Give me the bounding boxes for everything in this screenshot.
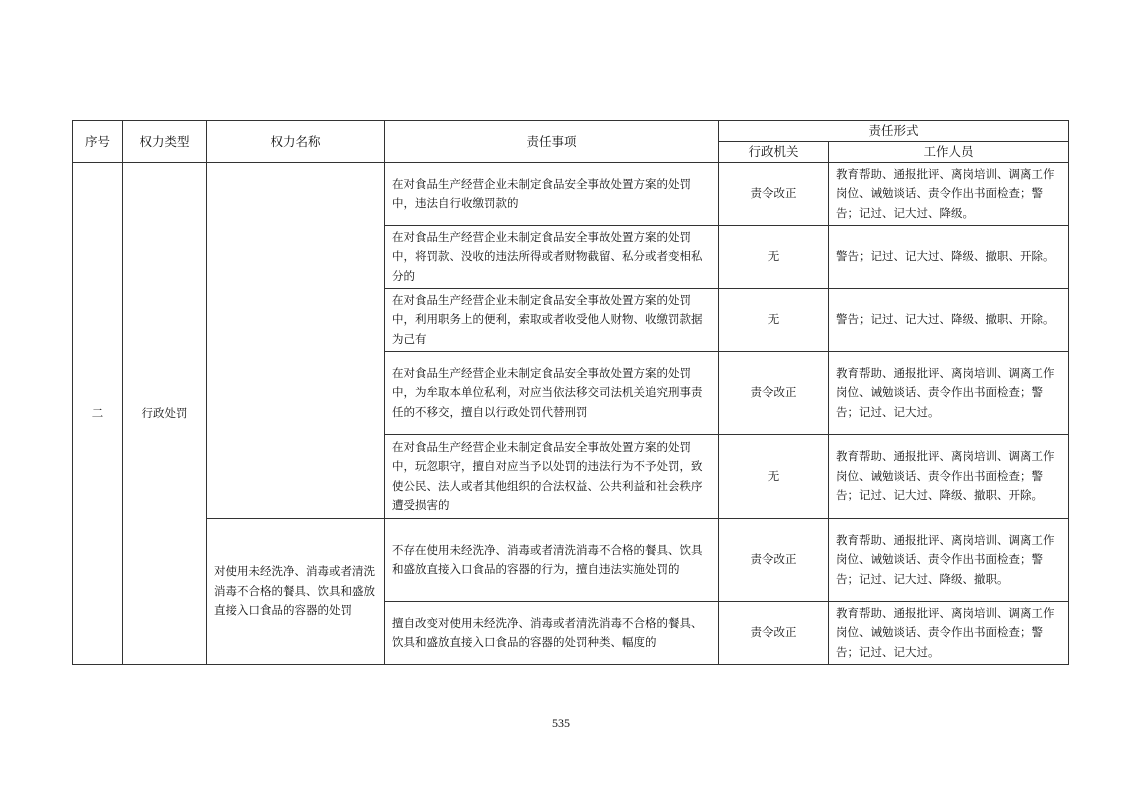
cell-staff: 警告；记过、记大过、降级、撤职、开除。 [829, 226, 1069, 289]
cell-staff: 教育帮助、通报批评、离岗培训、调离工作岗位、诫勉谈话、责令作出书面检查；警告；记过、记大过。 [829, 602, 1069, 665]
cell-staff: 警告；记过、记大过、降级、撤职、开除。 [829, 289, 1069, 352]
header-admin-org: 行政机关 [719, 142, 829, 163]
cell-staff: 教育帮助、通报批评、离岗培训、调离工作岗位、诫勉谈话、责令作出书面检查；警告；记过、记大过、降级、撤职、开除。 [829, 435, 1069, 519]
cell-power-name: 对使用未经洗净、消毒或者清洗消毒不合格的餐具、饮具和盛放直接入口食品的容器的处罚 [207, 519, 385, 665]
page-number: 535 [552, 716, 570, 730]
cell-item: 在对食品生产经营企业未制定食品安全事故处置方案的处罚中，为牟取本单位私利，对应当依法移交司法机关追究刑事责任的不移交，擅自以行政处罚代替刑罚 [385, 352, 719, 435]
cell-staff: 教育帮助、通报批评、离岗培训、调离工作岗位、诫勉谈话、责令作出书面检查；警告；记过、记大过、降级、撤职。 [829, 519, 1069, 602]
cell-item: 在对食品生产经营企业未制定食品安全事故处置方案的处罚中，玩忽职守，擅自对应当予以处罚的违法行为不予处罚，致使公民、法人或者其他组织的合法权益、公共利益和社会秩序遭受损害的 [385, 435, 719, 519]
cell-staff: 教育帮助、通报批评、离岗培训、调离工作岗位、诫勉谈话、责令作出书面检查；警告；记过、记大过。 [829, 352, 1069, 435]
header-staff: 工作人员 [829, 142, 1069, 163]
cell-admin: 无 [719, 289, 829, 352]
header-responsibility: 责任事项 [385, 121, 719, 163]
table-row [73, 163, 1069, 226]
cell-item: 在对食品生产经营企业未制定食品安全事故处置方案的处罚中，将罚款、没收的违法所得或者财物截留、私分或者变相私分的 [385, 226, 719, 289]
cell-admin: 无 [719, 226, 829, 289]
cell-admin: 无 [719, 435, 829, 519]
cell-admin: 责令改正 [719, 352, 829, 435]
responsibility-table [72, 120, 1069, 665]
cell-power-type: 行政处罚 [123, 163, 207, 665]
cell-admin: 责令改正 [719, 519, 829, 602]
cell-item: 擅自改变对使用未经洗净、消毒或者清洗消毒不合格的餐具、饮具和盛放直接入口食品的容器的处罚种类、幅度的 [385, 602, 719, 665]
header-power-type: 权力类型 [123, 121, 207, 163]
cell-item: 不存在使用未经洗净、消毒或者清洗消毒不合格的餐具、饮具和盛放直接入口食品的容器的行为，擅自违法实施处罚的 [385, 519, 719, 602]
cell-power-name-blank [207, 163, 385, 519]
header-power-name: 权力名称 [207, 121, 385, 163]
cell-item: 在对食品生产经营企业未制定食品安全事故处置方案的处罚中，利用职务上的便利，索取或者收受他人财物、收缴罚款据为己有 [385, 289, 719, 352]
table-row [73, 519, 1069, 602]
cell-item: 在对食品生产经营企业未制定食品安全事故处置方案的处罚中，违法自行收缴罚款的 [385, 163, 719, 226]
cell-staff: 教育帮助、通报批评、离岗培训、调离工作岗位、诫勉谈话、责令作出书面检查；警告；记过、记大过、降级。 [829, 163, 1069, 226]
cell-seq: 二 [73, 163, 123, 665]
cell-admin: 责令改正 [719, 602, 829, 665]
cell-admin: 责令改正 [719, 163, 829, 226]
header-seq: 序号 [73, 121, 123, 163]
header-form: 责任形式 [719, 121, 1069, 142]
